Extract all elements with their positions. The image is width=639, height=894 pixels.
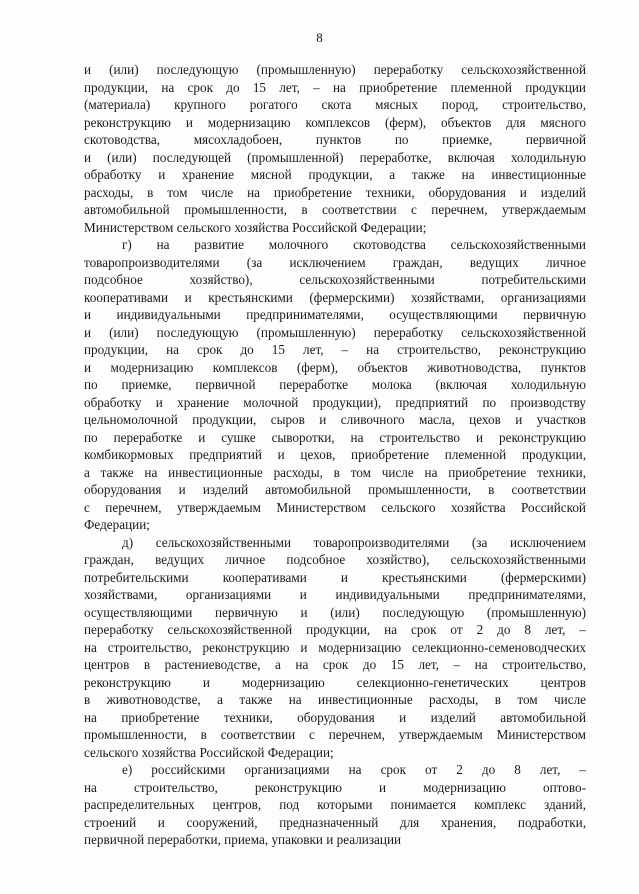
text-line: подсобное хозяйство), сельскохозяйственными потребительскими [84,272,586,287]
text-line: автомобильной промышленности, в соответствии с перечнем, утверждаемым [84,202,586,217]
text-line: расходы, в том числе на приобретение техники, оборудования и изделий [84,184,586,200]
text-line: е) российскими организациями на срок от 2 до 8 лет, – [122,762,586,777]
paragraph-item-d [84,534,586,762]
text-line: в животноводстве, а также на инвестиционные расходы, в том числе [84,692,586,707]
text-line: (материала) крупного рогатого скота мясных пород, строительство, [84,97,586,112]
document-body [84,61,586,849]
text-line: центров в растениеводстве, а на срок до 15 лет, – на строительство, [84,657,586,672]
text-line: продукции, на срок до 15 лет, – на строительство, реконструкцию [84,342,586,357]
text-line: обработку и хранение мясной продукции, а также на инвестиционные [84,167,586,182]
paragraph-intro [84,61,586,236]
text-line: скотоводства, мясохладобоен, пунктов по приемке, первичной [84,132,586,147]
paragraph-item-g [84,236,586,534]
text-line: д) сельскохозяйственными товаропроизводителями (за исключением [122,534,586,550]
page-number: 8 [316,30,323,45]
text-line: кооперативами и крестьянскими (фермерскими) хозяйствами, организациями [84,289,586,305]
text-line: товаропроизводителями (за исключением граждан, ведущих личное [84,254,586,270]
text-line: цельномолочной продукции, сыров и сливочного масла, цехов и участков [84,412,586,427]
text-line: и (или) последующей (промышленной) переработке, включая холодильную [84,149,586,165]
text-line: и модернизацию комплексов (ферм), объектов животноводства, пунктов [84,359,586,375]
text-line: реконструкцию и модернизацию комплексов (ферм), объектов для мясного [84,114,586,130]
text-line: на строительство, реконструкцию и модернизацию селекционно-семеноводческих [84,639,586,655]
text-line: с перечнем, утверждаемым Министерством сельского хозяйства Российской [84,499,586,515]
text-line: потребительскими кооперативами и крестьянскими (фермерскими) [84,569,586,585]
text-line: продукции, на срок до 15 лет, – на приобретение племенной продукции [84,79,586,95]
text-line: комбикормовых предприятий и цехов, приобретение племенной продукции, [84,447,586,462]
text-line: переработку сельскохозяйственной продукции, на срок от 2 до 8 лет, – [84,622,586,637]
text-line: и индивидуальными предпринимателями, осуществляющими первичную [84,307,586,322]
text-line: реконструкцию и модернизацию селекционно-генетических центров [84,674,586,690]
text-line: распределительных центров, под которыми понимается комплекс зданий, [84,797,586,812]
text-line: хозяйствами, организациями и индивидуальными предпринимателями, [84,587,586,602]
text-line: по переработке и сушке сыворотки, на строительство и реконструкцию [84,429,586,445]
text-line: и (или) последующую (промышленную) переработку сельскохозяйственной [84,324,586,340]
text-line: сельского хозяйства Российской Федерации; [84,744,334,760]
text-line: а также на инвестиционные расходы, в том числе на приобретение техники, [84,464,586,480]
text-line: оборудования и изделий автомобильной промышленности, в соответствии [84,482,586,497]
text-line: первичной переработки, приема, упаковки и реализации [84,832,402,847]
text-line: Федерации; [84,517,150,532]
text-line: граждан, ведущих личное подсобное хозяйство), сельскохозяйственными [84,552,586,567]
paragraph-item-e [84,761,586,849]
text-line: обработку и хранение молочной продукции), предприятий по производству [84,394,586,410]
text-line: на строительство, реконструкцию и модернизацию оптово- [84,779,586,795]
text-line: промышленности, в соответствии с перечнем, утверждаемым Министерством [84,727,586,742]
text-line: г) на развитие молочного скотоводства сельскохозяйственными [122,237,586,252]
text-line: на приобретение техники, оборудования и изделий автомобильной [84,709,586,725]
text-line: и (или) последующую (промышленную) переработку сельскохозяйственной [84,62,586,77]
text-line: строений и сооружений, предназначенный для хранения, подработки, [84,814,586,830]
text-line: Министерством сельского хозяйства Российской Федерации; [84,219,427,235]
text-line: по приемке, первичной переработке молока (включая холодильную [84,377,586,392]
text-line: осуществляющими первичную и (или) последующую (промышленную) [84,604,586,620]
